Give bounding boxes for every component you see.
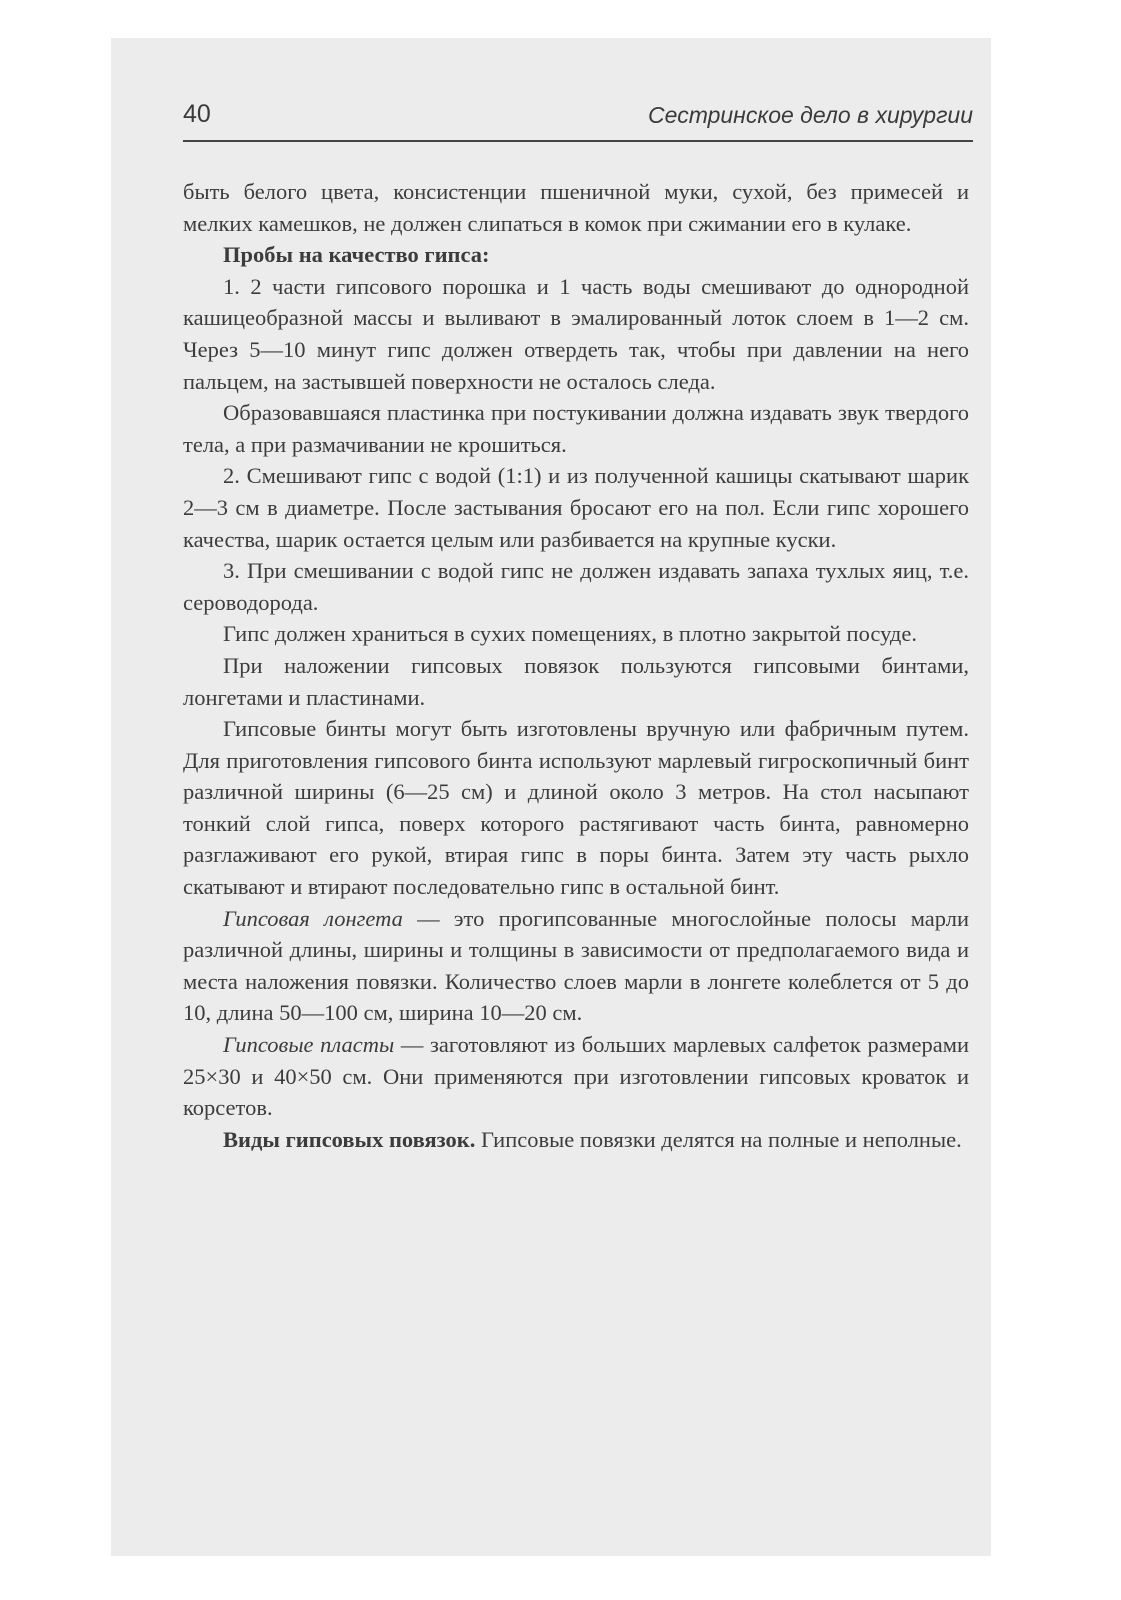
section-heading: Пробы на качество гипса: bbox=[223, 242, 490, 268]
page-number: 40 bbox=[183, 100, 211, 128]
paragraph: 1. 2 части гипсового порошка и 1 часть воды смешивают до однородной кашицеобразной массы и выливают в эмалированный лоток слоем в 1—2 см. Через 5—10 минут гипс должен отвердеть так, чтобы при давлении на него пальцем, на застывшей поверхности не осталось следа. bbox=[183, 273, 969, 394]
term-definition: — заготовляют из больших марлевых салфеток размерами 25×30 и 40×50 см. Они применяются при изготовлении гипсовых кроваток и корсетов. bbox=[183, 1032, 969, 1121]
term: Гипсовые пласты bbox=[223, 1032, 395, 1058]
body-text bbox=[183, 176, 969, 1155]
paragraph bbox=[183, 1029, 969, 1124]
paragraph: При наложении гипсовых повязок пользуются гипсовыми бинтами, лонгетами и пластинами. bbox=[183, 652, 969, 710]
paragraph: 2. Смешивают гипс с водой (1:1) и из полученной кашицы скатывают шарик 2—3 см в диаметре. После застывания бросают его на пол. Если гипс хорошего качества, шарик остается целым или разбивается на крупные куски. bbox=[183, 463, 969, 552]
paragraph: Образовавшаяся пластинка при постукивании должна издавать звук твердого тела, а при размачивании не крошиться. bbox=[183, 400, 969, 457]
running-title: Сестринское дело в хирургии bbox=[648, 102, 973, 128]
paragraph: быть белого цвета, консистенции пшеничной муки, сухой, без примесей и мелких камешков, не должен слипаться в комок при сжимании его в кулаке. bbox=[183, 179, 969, 236]
paragraph: Гипсовые бинты могут быть изготовлены вручную или фабричным путем. Для приготовления гипсового бинта используют марлевый гигроскопичный бинт различной ширины (6—25 см) и длиной около 3 метров. На стол насыпают тонкий слой гипса, поверх которого растягивают часть бинта, равномерно разглаживают его рукой, втирая гипс в поры бинта. Затем эту часть рыхло скатывают и втирают последовательно гипс в остальной бинт. bbox=[183, 716, 969, 900]
term: Гипсовая лонгета bbox=[223, 905, 403, 931]
paragraph: Гипс должен храниться в сухих помещениях, в плотно закрытой посуде. bbox=[223, 621, 917, 647]
page-header bbox=[183, 100, 973, 142]
term: Виды гипсовых повязок. bbox=[223, 1126, 476, 1152]
paragraph: 3. При смешивании с водой гипс не должен издавать запаха тухлых яиц, т.е. сероводорода. bbox=[183, 558, 969, 615]
paragraph bbox=[183, 903, 969, 1029]
book-page bbox=[111, 38, 991, 1556]
paragraph bbox=[183, 1124, 969, 1156]
term-definition: — это прогипсованные многослойные полосы марли различной длины, ширины и толщины в зависимости от предполагаемого вида и места наложения повязки. Количество слоев марли в лонгете колеблется от 5 до 10, длина 50—100 см, ширина 10—20 см. bbox=[183, 905, 970, 1026]
term-definition: Гипсовые повязки делятся на полные и неполные. bbox=[475, 1126, 962, 1152]
